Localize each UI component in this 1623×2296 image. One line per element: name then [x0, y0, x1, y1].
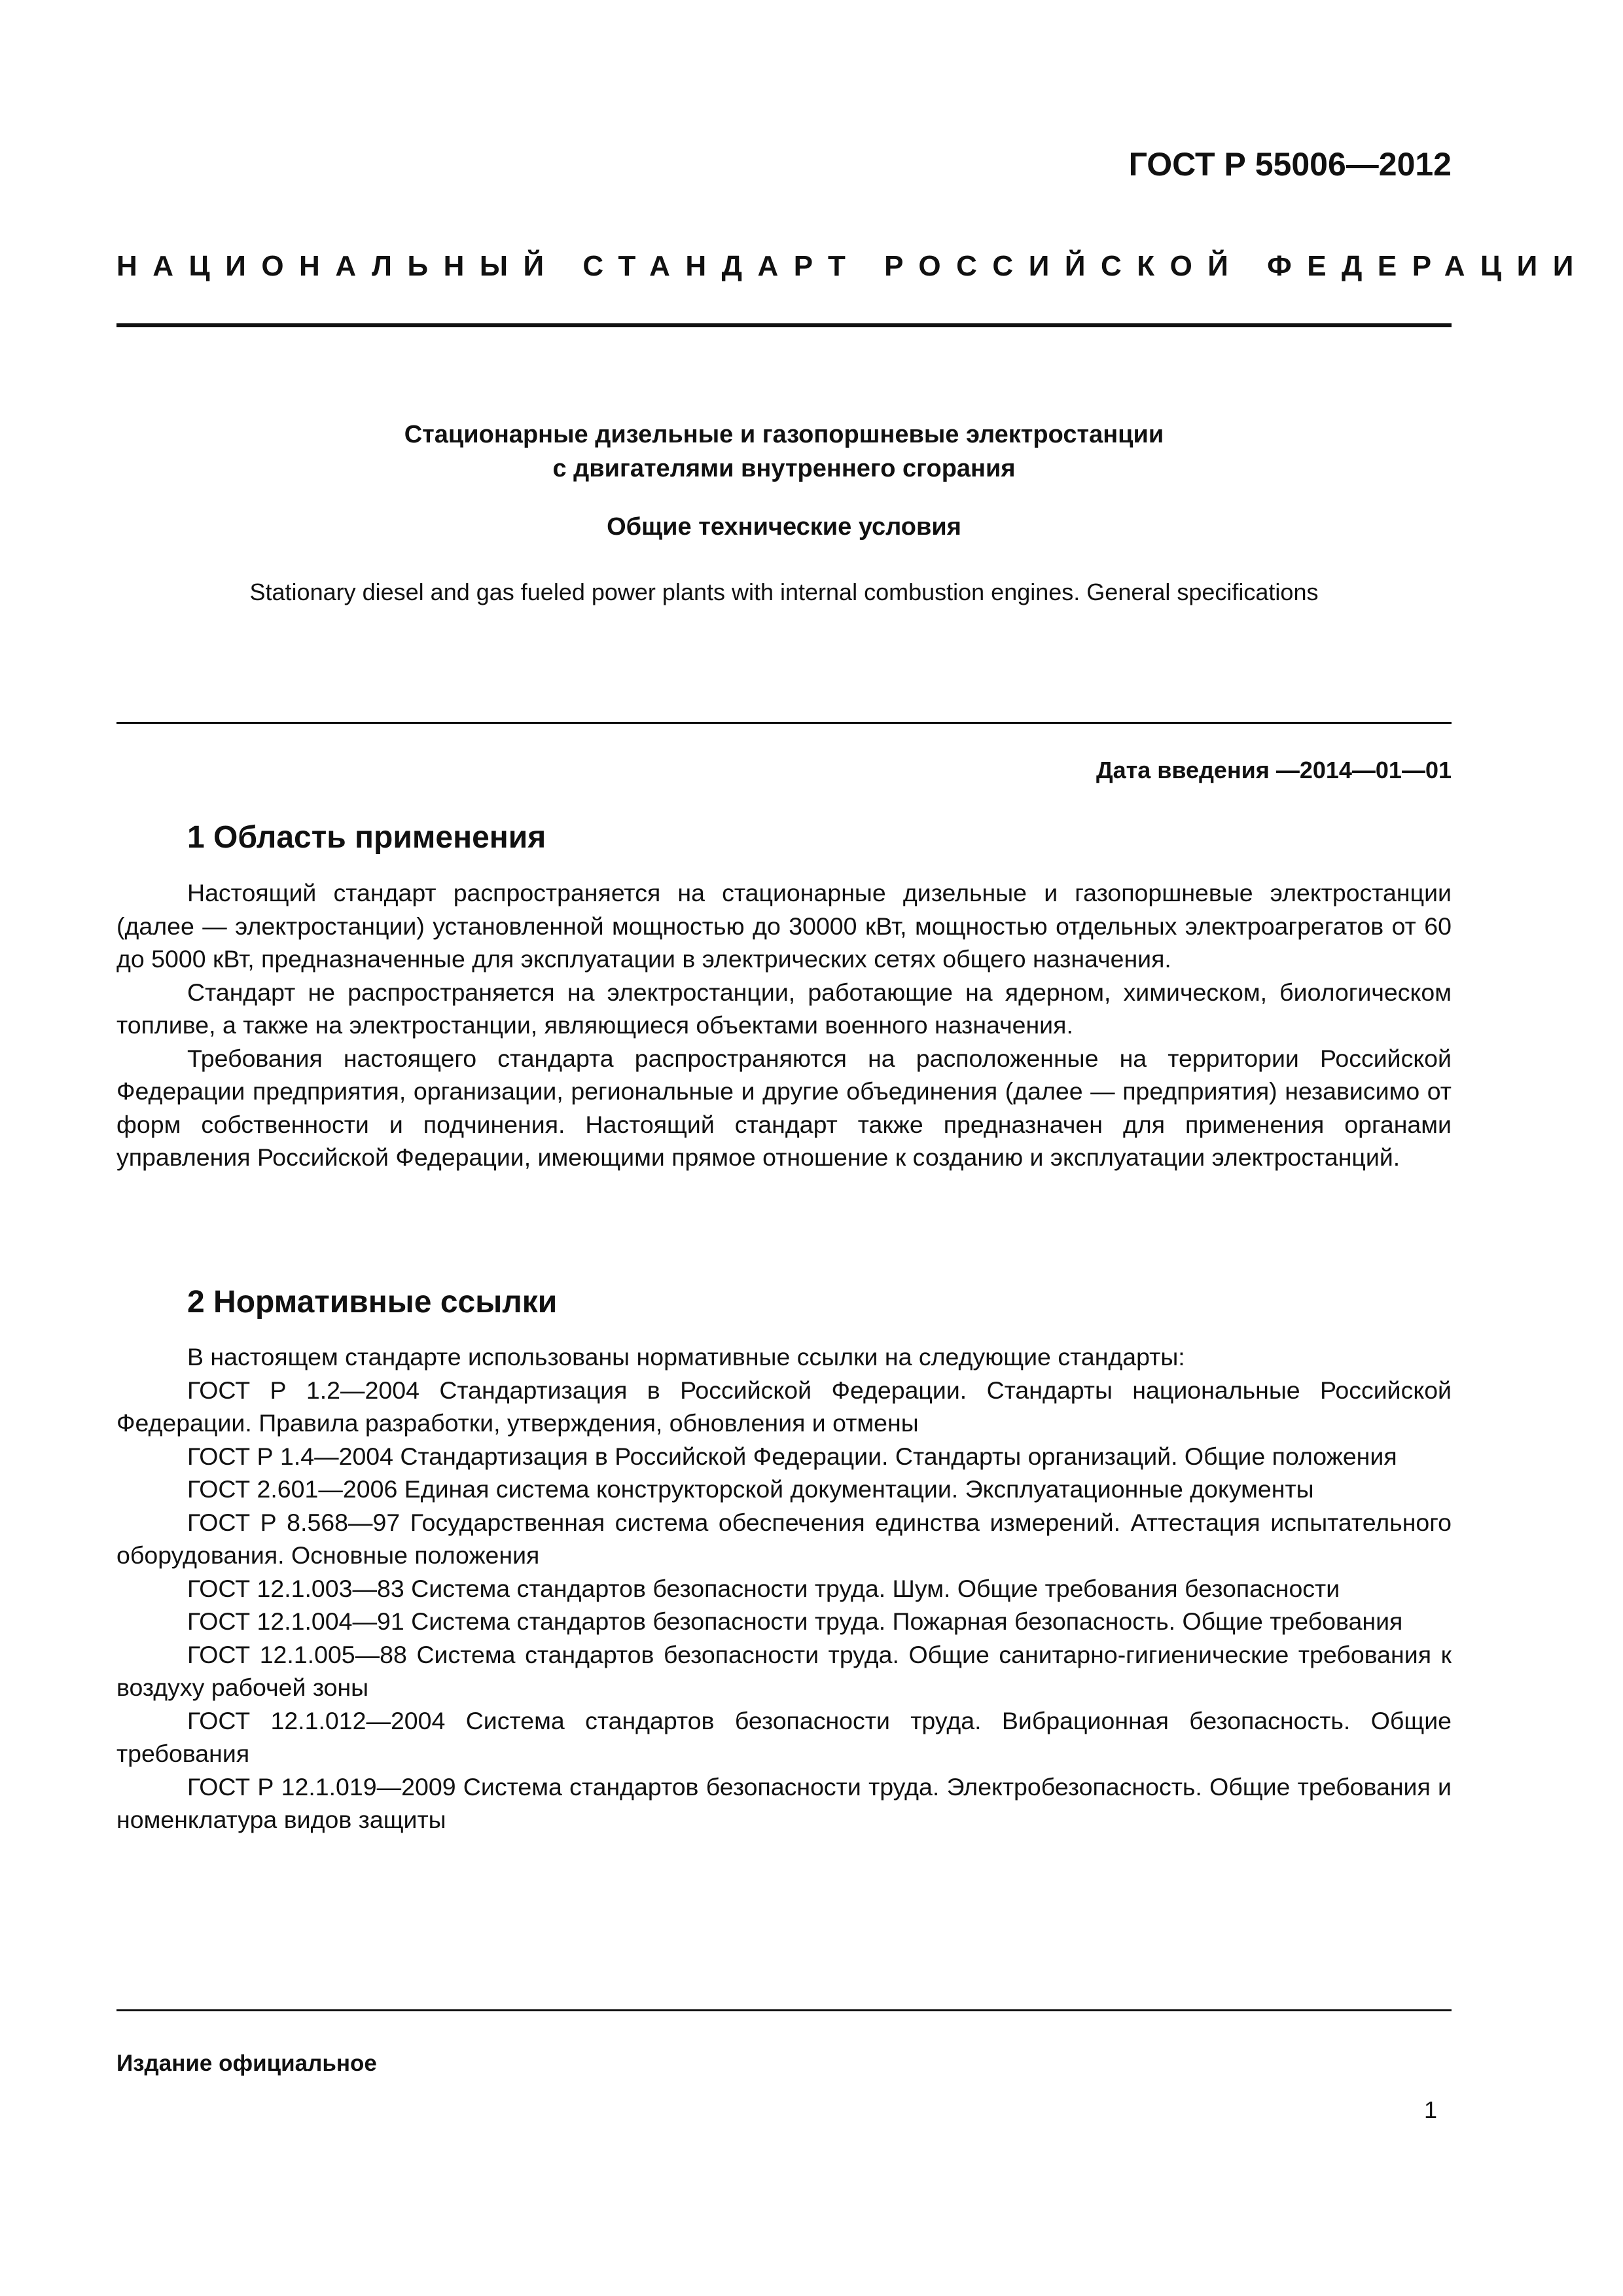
title-line-1: Стационарные дизельные и газопоршневые электростанции: [404, 421, 1164, 448]
header-rule: [116, 323, 1452, 327]
section-1-body: [116, 876, 1452, 1174]
section-1-heading: 1 Область применения: [187, 820, 546, 855]
introduction-date: Дата введения —2014—01—01: [1096, 757, 1452, 783]
title-rule: [116, 722, 1452, 724]
reference-item: ГОСТ 12.1.012—2004 Система стандартов безопасности труда. Вибрационная безопасность. Общие требования: [116, 1706, 1452, 1767]
footer-rule: [116, 2009, 1452, 2011]
national-standard-banner: НАЦИОНАЛЬНЫЙ СТАНДАРТ РОССИЙСКОЙ ФЕДЕРАЦИИ: [116, 250, 1589, 282]
document-subtitle: Общие технические условия: [607, 513, 961, 541]
reference-item: ГОСТ Р 8.568—97 Государственная система обеспечения единства измерений. Аттестация испытательного оборудования. Основные положения: [116, 1508, 1452, 1569]
title-line-2: с двигателями внутреннего сгорания: [552, 455, 1016, 482]
edition-label: Издание официальное: [116, 2051, 377, 2076]
reference-item: ГОСТ 12.1.004—91 Система стандартов безопасности труда. Пожарная безопасность. Общие требования: [187, 1607, 1403, 1635]
section-1-paragraph: Стандарт не распространяется на электростанции, работающие на ядерном, химическом, биологическом топливе, а также на электростанции, являющиеся объектами военного назначения.: [116, 978, 1452, 1039]
section-2-heading: 2 Нормативные ссылки: [187, 1285, 558, 1319]
section-2-body: [116, 1340, 1452, 1837]
section-1-paragraph: Требования настоящего стандарта распространяются на расположенные на территории Российской Федерации предприятия, организации, региональные и другие объединения (далее — предприятия) независимо от форм собственности и подчинения. Настоящий стандарт также предназначен для применения органами управления Российской Федерации, имеющими прямое отношение к созданию и эксплуатации электростанций.: [116, 1044, 1452, 1171]
document-title: [116, 418, 1452, 486]
english-title: Stationary diesel and gas fueled power plants with internal combustion engines. General specifications: [249, 579, 1319, 605]
section-1-paragraph: Настоящий стандарт распространяется на стационарные дизельные и газопоршневые электростанции (далее — электростанции) установленной мощностью до 30000 кВт, мощностью отдельных электроагрегатов от 60 до 5000 кВт, предназначенные для эксплуатации в электрических сетях общего назначения.: [116, 879, 1452, 973]
reference-item: ГОСТ 2.601—2006 Единая система конструкторской документации. Эксплуатационные документы: [187, 1475, 1314, 1503]
reference-intro: В настоящем стандарте использованы нормативные ссылки на следующие стандарты:: [187, 1343, 1185, 1371]
reference-item: ГОСТ 12.1.003—83 Система стандартов безопасности труда. Шум. Общие требования безопасности: [187, 1574, 1340, 1602]
reference-item: ГОСТ Р 1.4—2004 Стандартизация в Российской Федерации. Стандарты организаций. Общие положения: [187, 1442, 1397, 1470]
reference-item: ГОСТ Р 1.2—2004 Стандартизация в Российской Федерации. Стандарты национальные Российской Федерации. Правила разработки, утверждения, обновления и отмены: [116, 1376, 1452, 1437]
reference-item: ГОСТ 12.1.005—88 Система стандартов безопасности труда. Общие санитарно-гигиенические требования к воздуху рабочей зоны: [116, 1640, 1452, 1701]
reference-item: ГОСТ Р 12.1.019—2009 Система стандартов безопасности труда. Электробезопасность. Общие требования и номенклатура видов защиты: [116, 1772, 1452, 1833]
page-number: 1: [1423, 2096, 1437, 2123]
gost-number: ГОСТ Р 55006—2012: [1128, 146, 1452, 183]
